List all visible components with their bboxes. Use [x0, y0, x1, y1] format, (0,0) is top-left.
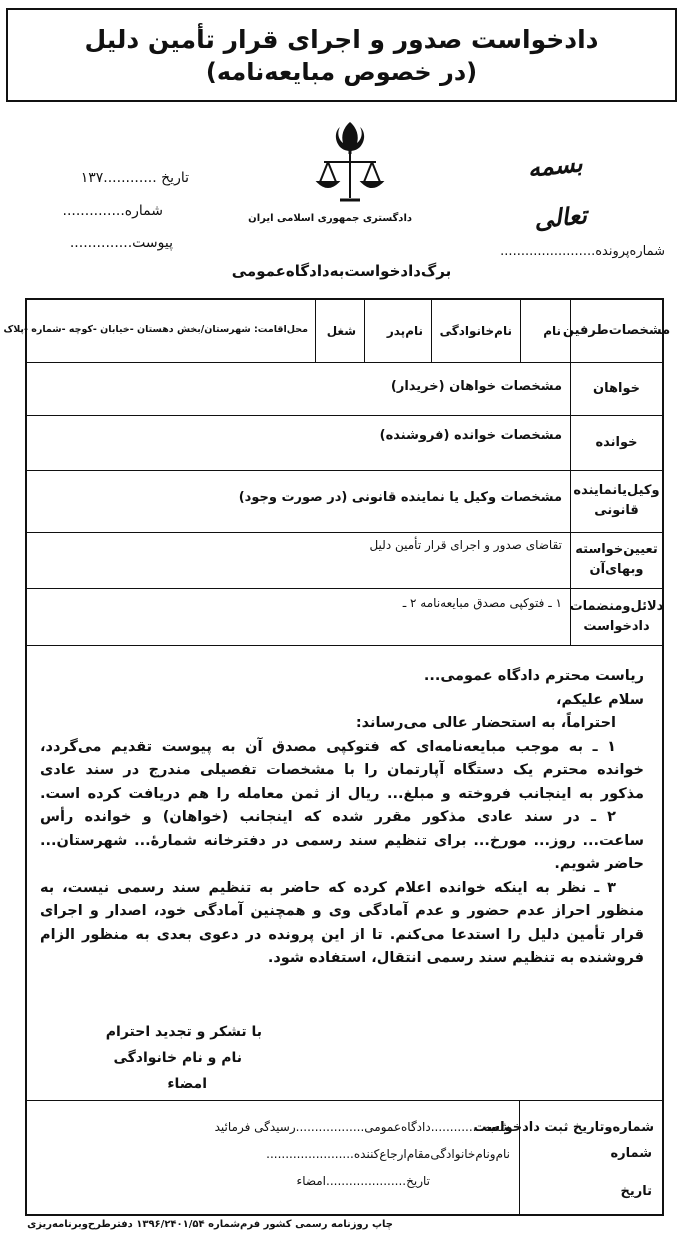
evidence-details: ۱ ـ فتوکپی مصدق مبایعه‌نامه ۲ ـ — [402, 596, 562, 610]
label-attorney: وکیل‌یانماینده قانونی — [573, 483, 660, 518]
letter-line-9: قرار تأمین دلیل را استدعا می‌کنم. تا از این پرونده در دعوی بعدی به منظور الزام — [40, 926, 644, 943]
form-heading: برگ‌دادخواست‌به‌دادگاه‌عمومی — [231, 262, 452, 280]
header-parties: مشخصات‌طرفین — [562, 323, 671, 338]
name-label: نام و نام خانوادگی — [113, 1050, 242, 1066]
header-family-name: نام‌خانوادگی — [439, 324, 512, 338]
form-subtitle: (در خصوص مبایعه‌نامه) — [205, 57, 478, 86]
header-name: نام — [543, 324, 561, 338]
header-father-name: نام‌پدر — [386, 324, 423, 338]
label-claim: تعیین‌خواسته وبهای‌آن — [575, 542, 658, 577]
defendant-details: مشخصات خوانده (فروشنده) — [379, 428, 562, 443]
letter-salutation: ریاست محترم دادگاه عمومی... — [423, 668, 644, 684]
printer-note: چاپ روزنامه رسمی کشور فرم‌شماره ۱۳۹۶/۲۴۰۱/۵۴ دفترطرح‌وبرنامه‌ریزی — [27, 1219, 393, 1230]
form-title: دادخواست صدور و اجرای قرار تأمین دلیل — [84, 24, 599, 54]
date-signature-line: تاریخ.....................امضاء — [296, 1174, 430, 1188]
letter-intro: احتراماً، به استحضار عالی می‌رساند: — [355, 715, 616, 731]
letter-line-10: فروشنده به تنظیم سند رسمی انتقال، استفاده شود. — [267, 950, 644, 966]
basmala-calligraphy: بسمه تعالی — [526, 148, 589, 235]
header-address: محل‌اقامت: شهرستان/بخش دهستان -خیابان -کوچه -شماره -پلاک — [3, 324, 308, 335]
label-defendant: خوانده — [595, 434, 638, 450]
title-box — [6, 8, 677, 102]
letter-line-3: مذکور به اینجانب فروخته و مبلغ... ریال از ثمن معامله را هم دریافت کرده است. — [40, 785, 644, 802]
attachment-field: پیوست.............. — [69, 235, 173, 251]
emblem-caption: دادگستری جمهوری اسلامی ایران — [248, 213, 412, 224]
closing-text: با تشکر و تجدید احترام — [105, 1024, 262, 1040]
header-job: شغل — [326, 324, 356, 338]
claim-details: تقاضای صدور و اجرای قرار تأمین دلیل — [369, 538, 562, 552]
referrer-line: نام‌ونام‌خانوادگی‌مقام‌ارجاع‌کننده....................... — [266, 1147, 510, 1161]
referral-line: شعبه..............دادگاه‌عمومی..................رسیدگی فرمائید — [214, 1120, 510, 1134]
registry-date: تاریخ — [620, 1184, 652, 1199]
registry-title: شماره‌وتاریخ ثبت دادخواست — [473, 1120, 654, 1135]
letter-line-1: ۱ ـ به موجب مبایعه‌نامه‌ای که فتوکپی مصدق آن به پیوست تقدیم می‌گردد، — [40, 738, 616, 755]
registry-number: شماره — [610, 1146, 652, 1161]
letter-line-6: حاضر شویم. — [554, 856, 644, 872]
label-plaintiff: خواهان — [593, 380, 640, 396]
signature-label: امضاء — [167, 1076, 207, 1092]
file-number-field: شماره‌پرونده....................... — [500, 244, 665, 259]
attorney-details: مشخصات وکیل یا نماینده قانونی (در صورت وجود) — [238, 490, 562, 505]
petition-frame — [3, 298, 671, 1216]
letter-line-8: منظور احراز عدم حضور و عدم آمادگی وی و همچنین آمادگی خود، اصدار و اجرای — [40, 903, 644, 919]
label-evidence: دلائل‌ومنضمات دادخواست — [569, 598, 664, 634]
letter-line-4: ۲ ـ در سند عادی مذکور مقرر شده که اینجانب (خواهان) و خوانده رأس — [40, 809, 616, 825]
plaintiff-details: مشخصات خواهان (خریدار) — [390, 379, 562, 394]
number-field: شماره.............. — [62, 203, 163, 219]
petition-letter — [40, 665, 644, 971]
letter-line-7: ۳ ـ نظر به اینکه خوانده اعلام کرده که حاضر به تنظیم سند رسمی نیست، به — [40, 879, 616, 896]
date-field: تاریخ ............۱۳۷ — [80, 170, 189, 186]
letter-line-5: ساعت... روز... مورخ... برای تنظیم سند رسمی در دفترخانه شمارهٔ... شهرستان... — [40, 832, 644, 849]
letter-greeting: سلام علیکم، — [556, 691, 644, 708]
letter-line-2: خوانده محترم یک دستگاه آپارتمان را با مشخصات تفصیلی مندرج در سند عادی — [40, 762, 644, 778]
iran-emblem — [248, 118, 412, 238]
justice-scales-icon — [310, 118, 390, 210]
